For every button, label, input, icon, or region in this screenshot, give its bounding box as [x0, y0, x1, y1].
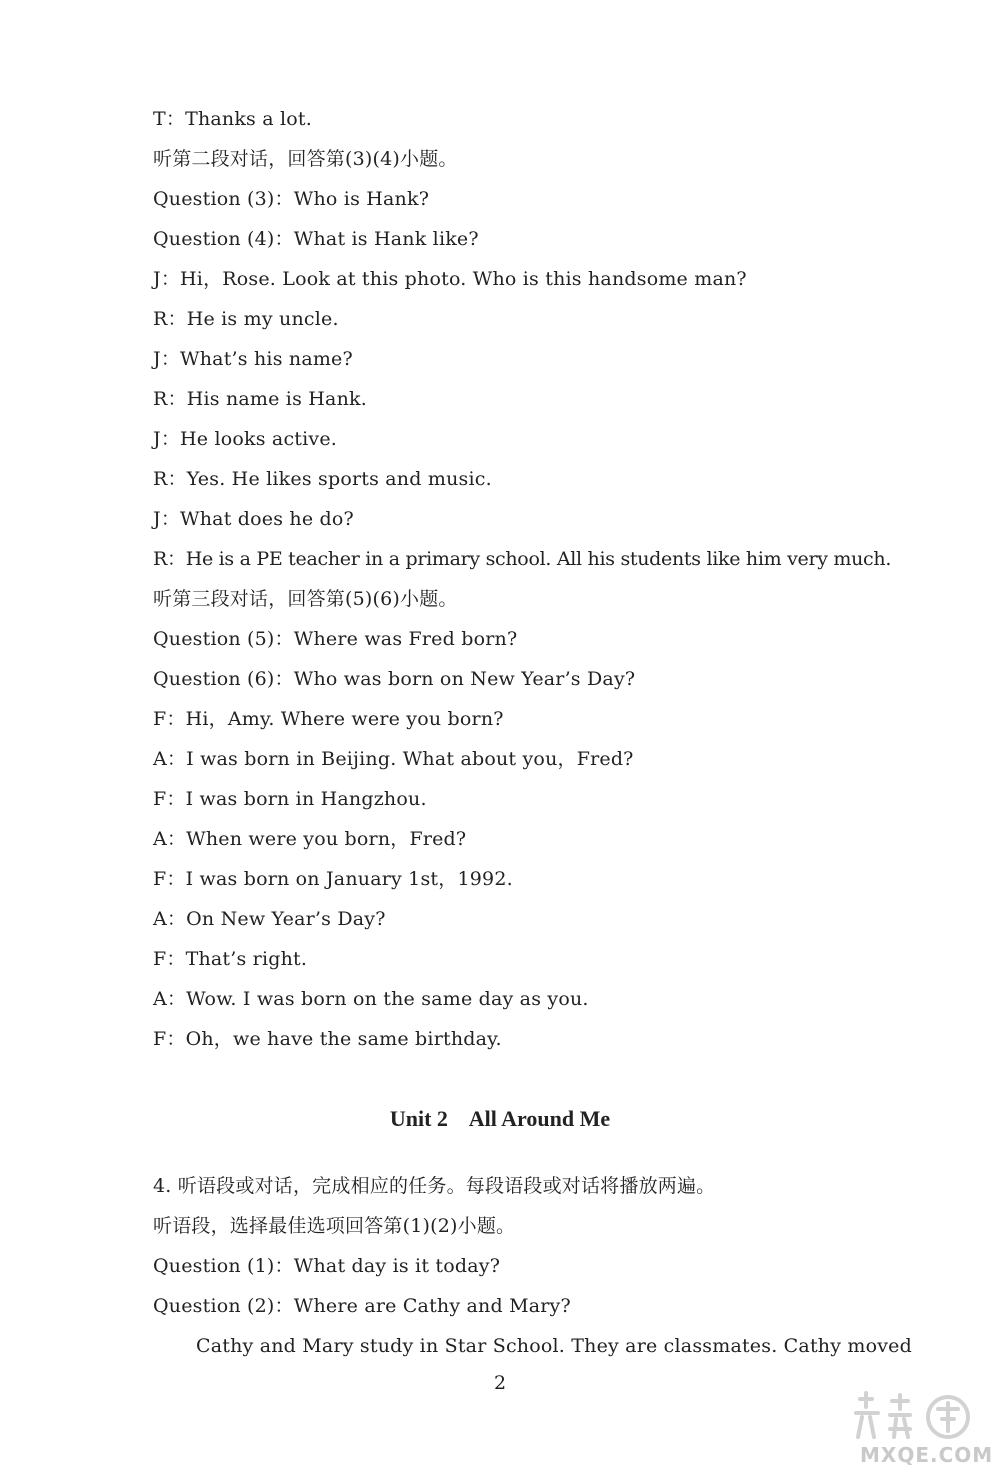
section-instruction: 听语段，选择最佳选项回答第(1)(2)小题。 [153, 1215, 516, 1237]
dialogue-line: F：Hi，Amy. Where were you born? [153, 708, 504, 730]
dialogue-line: J：What does he do? [153, 508, 354, 530]
question-line: Question (5)：Where was Fred born? [153, 628, 518, 650]
question-line: Question (4)：What is Hank like? [153, 228, 479, 250]
section-instruction: 听第二段对话，回答第(3)(4)小题。 [153, 148, 458, 170]
dialogue-line: R：His name is Hank. [153, 388, 367, 410]
unit-heading: Unit 2 All Around Me [389, 1106, 611, 1131]
dialogue-line: R：He is my uncle. [153, 308, 339, 330]
dialogue-line: J：What’s his name? [153, 348, 353, 370]
dialogue-line: F：I was born in Hangzhou. [153, 788, 427, 810]
page-number: 2 [493, 1372, 507, 1394]
task-instruction: 4. 听语段或对话，完成相应的任务。每段语段或对话将播放两遍。 [153, 1175, 716, 1197]
watermark-logo-icon [838, 1387, 988, 1447]
dialogue-line: R：Yes. He likes sports and music. [153, 468, 492, 490]
question-line: Question (1)：What day is it today? [153, 1255, 501, 1277]
dialogue-line: A：Wow. I was born on the same day as you. [153, 988, 589, 1010]
dialogue-line: F：That’s right. [153, 948, 308, 970]
dialogue-line: A：I was born in Beijing. What about you，Fred? [153, 748, 634, 770]
dialogue-line: J：Hi，Rose. Look at this photo. Who is this handsome man? [153, 268, 747, 290]
passage-paragraph: Cathy and Mary study in Star School. They are classmates. Cathy moved [196, 1335, 912, 1357]
site-watermark [838, 1387, 994, 1467]
dialogue-line: A：On New Year’s Day? [153, 908, 386, 930]
dialogue-line: F：I was born on January 1st，1992. [153, 868, 513, 890]
dialogue-line: A：When were you born，Fred? [153, 828, 467, 850]
dialogue-line: T：Thanks a lot. [153, 108, 313, 130]
dialogue-line: F：Oh，we have the same birthday. [153, 1028, 502, 1050]
question-line: Question (6)：Who was born on New Year’s Day? [153, 668, 636, 690]
question-line: Question (2)：Where are Cathy and Mary? [153, 1295, 571, 1317]
watermark-text: MXQE.COM [860, 1443, 994, 1467]
dialogue-line: R：He is a PE teacher in a primary school. All his students like him very much. [153, 548, 892, 570]
dialogue-line: J：He looks active. [153, 428, 338, 450]
section-instruction: 听第三段对话，回答第(5)(6)小题。 [153, 588, 458, 610]
question-line: Question (3)：Who is Hank? [153, 188, 430, 210]
